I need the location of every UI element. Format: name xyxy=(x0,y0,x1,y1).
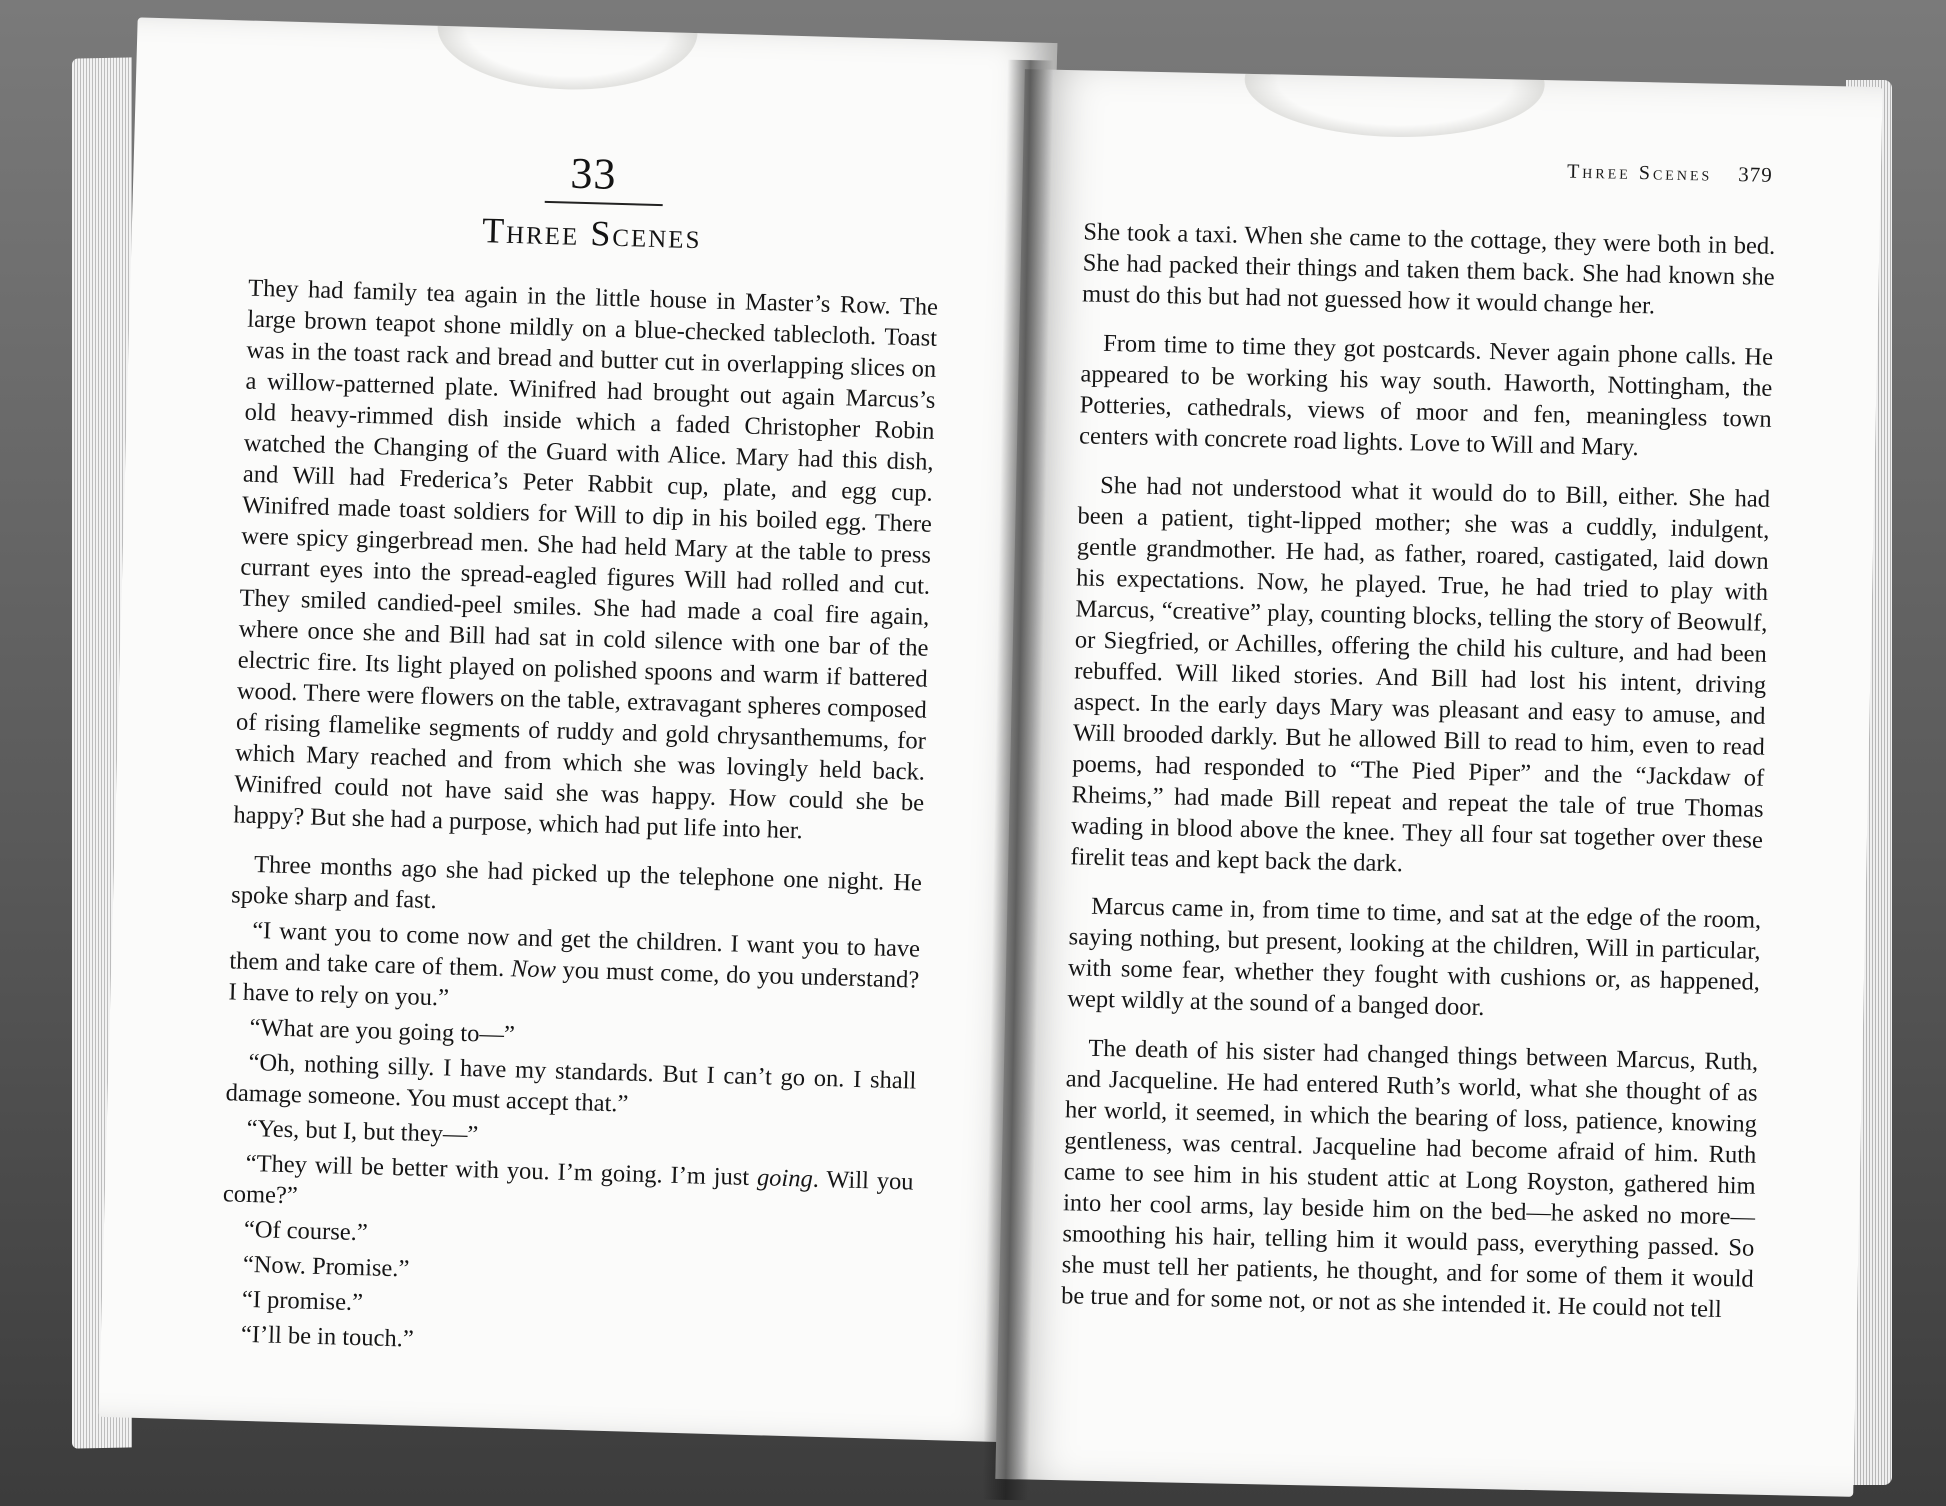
dialogue-text: . Will you come?” xyxy=(222,1165,914,1210)
chapter-number: 33 xyxy=(569,148,618,199)
left-page-body xyxy=(219,273,939,1369)
water-stain xyxy=(1244,69,1546,140)
dialogue-text: “They will be better with you. I’m going. I’m just xyxy=(245,1149,758,1192)
chapter-title: Three Scenes xyxy=(481,210,703,257)
dialogue-line: “What are you going to—” xyxy=(249,1013,516,1049)
dialogue-line: “Of course.” xyxy=(243,1215,369,1247)
dialogue-line: “Oh, nothing silly. I have my standards. But I can’t go on. I shall damage someone. You must accept that.” xyxy=(225,1048,917,1118)
dialogue-text: you must come, do you understand? I have to rely on you.” xyxy=(228,956,920,1012)
chapter-rule xyxy=(545,201,663,206)
page-number: 379 xyxy=(1738,162,1774,187)
dialogue-line: “Now. Promise.” xyxy=(242,1250,410,1283)
right-page xyxy=(995,69,1882,1497)
paragraph: Marcus came in, from time to time, and sat at the edge of the room, saying nothing, but present, looking at the children, Will in particular, with some fear, whether they fought with cushions or, as happened, wept wildly at the sound of a banged door. xyxy=(1067,892,1762,1021)
paragraph: They had family tea again in the little house in Master’s Row. The large brown teapot shone mildly on a blue-checked tablecloth. Toast was in the toast rack and bread and butter cut in overlapping slices on a willow-patterned plate. Winifred had brought out again Marcus’s old heavy-rimmed dish inside which a faded Christopher Robin watched the Changing of the Guard with Alice. Mary had this dish, and Will had Frederica’s Peter Rabbit cup, plate, and egg cup. Winifred made toast soldiers for Will to dip in his boiled egg. There were spicy gingerbread men. She had held Mary at the table to press currant eyes into the spread-eagled figures Will had rolled and cut. They smiled candied-peel smiles. She had made a coal fire again, where once she and Bill had sat in cold silence with one bar of the electric fire. Its light played on polished spoons and warm if battered wood. There were flowers on the table, extravagant spheres composed of rising flamelike segments of ruddy and gold chrysanthemums, for which Mary reached and from which she was lovingly held back. Winifred could not have said she was happy. How could she be happy? But she had a purpose, which had put life into her. xyxy=(233,274,939,845)
right-page-body xyxy=(1061,216,1776,1325)
dialogue-text: “I want you to come now and get the children. I want you to have them and take care of them. xyxy=(229,916,921,983)
paragraph: She had not understood what it would do to Bill, either. She had been a patient, tight-lipped mother; she was a cuddly, indulgent, gentle grandmother. He had, as father, roared, castigated, laid down his expectations. Now, he played. True, he had tried to play with Marcus, “creative” play, counting blocks, telling the story of Beowulf, or Siegfried, or Achilles, offering the child his culture, and had been rebuffed. Will liked stories. And Bill had lost his intent, driving aspect. In the early days Mary was pleasant and easy to amuse, and Will brooded darkly. But he allowed Bill to read to him, even to read poems, had responded to “The Pied Piper” and the “Jackdaw of Rheims,” had made Bill repeat and repeat the tale of true Thomas wading in blood above the knee. They all four sat together over these firelit teas and kept back the dark. xyxy=(1070,471,1771,878)
paragraph: The death of his sister had changed things between Marcus, Ruth, and Jacqueline. He had entered Ruth’s world, what she thought of as her world, it seemed, in which the bearing of loss, patience, knowing gentleness, was central. Jacqueline had become afraid of him. Ruth came to see him in his student attic at Long Royston, gathered him into her cool arms, lay beside him on the bed—he asked no more—smoothing his hair, telling him it would pass, everything passed. So she must tell her patients, he thought, and for some of them it would be true and for some not, or not as she intended it. He could not tell xyxy=(1060,1034,1759,1324)
dialogue-line xyxy=(228,914,920,1026)
emphasis: Now xyxy=(510,955,557,984)
dialogue-line: “I promise.” xyxy=(241,1285,364,1317)
running-head xyxy=(1423,156,1773,188)
paragraph: From time to time they got postcards. Never again phone calls. He appeared to be working his way south. Haworth, Nottingham, the Potteries, cathedrals, views of moor and fen, meaningless town centers with concrete road lights. Love to Will and Mary. xyxy=(1078,329,1774,462)
left-page xyxy=(99,17,1058,1442)
dialogue-line: “I’ll be in touch.” xyxy=(240,1320,415,1353)
running-head-title: Three Scenes xyxy=(1566,160,1713,186)
emphasis: going xyxy=(756,1164,814,1193)
paragraph: Three months ago she had picked up the telephone one night. He spoke sharp and fast. xyxy=(230,851,923,915)
dialogue-line: “Yes, but I, but they—” xyxy=(246,1114,479,1149)
paragraph: She took a taxi. When she came to the cottage, they were both in bed. She had packed their things and taken them back. She had known she must do this but had not guessed how it would change her. xyxy=(1081,218,1776,320)
